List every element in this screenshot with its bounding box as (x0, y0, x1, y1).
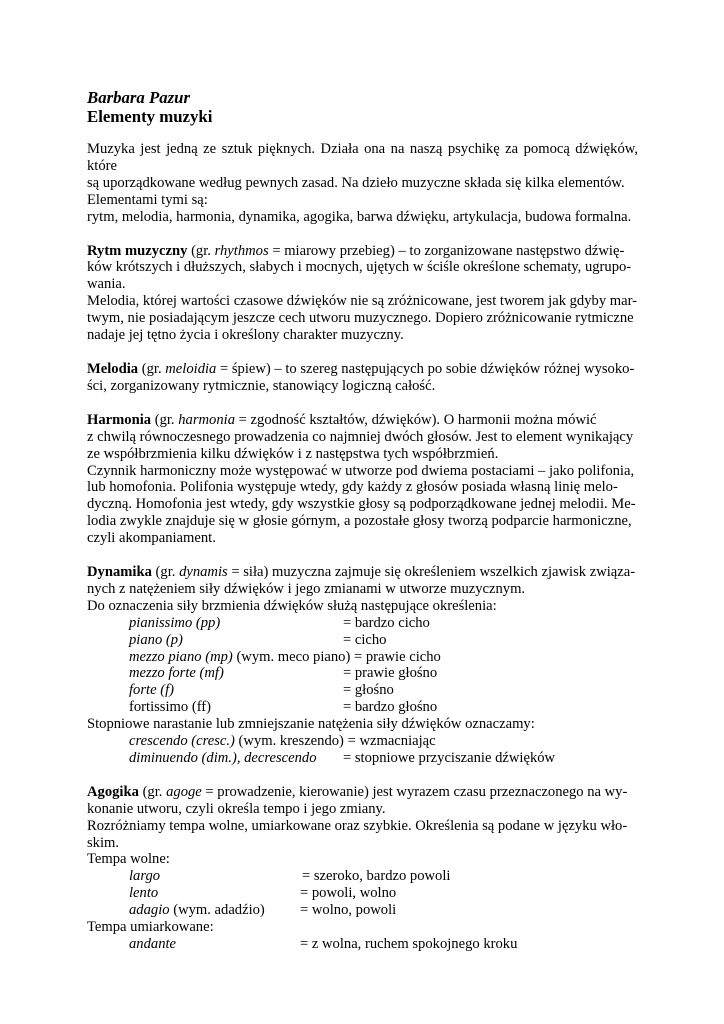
agogika-line: Rozróżniamy tempa wolne, umiarkowane oraz szybkie. Określenia są podane w języku wło- (87, 817, 628, 834)
dynamic-term-row (87, 699, 638, 716)
greek-meloidia: meloidia (165, 360, 217, 377)
document-title: Elementy muzyki (87, 107, 213, 126)
harmonia-line: Czynnik harmoniczny może występować w utworze pod dwiema postaciami – jako polifonia, (87, 462, 635, 479)
dynamic-term-row (87, 649, 638, 666)
dynamic-definition: = prawie głośno (343, 665, 438, 682)
dynamika-line: nych z natężeniem siły dźwięków i jego zmianami w utworze muzycznym. (87, 580, 526, 597)
harmonia-line: lodia zwykle znajduje się w głosie górnym, a pozostałe głosy tworzą podparcie harmoniczne, (87, 513, 632, 530)
dynamic-term: piano (p) (129, 631, 183, 648)
tempo-term: largo (129, 868, 161, 885)
term-rytm: Rytm muzyczny (87, 242, 188, 259)
section-harmonia (87, 412, 638, 547)
term-agogika: Agogika (87, 783, 139, 800)
intro-paragraph (87, 141, 638, 226)
dynamic-definition: = prawie cicho (353, 648, 441, 665)
document-body (87, 88, 638, 953)
pronunciation-note: (wym. adadźio) (173, 902, 265, 919)
tempo-definition: = powoli, wolno (300, 885, 397, 902)
tempo-term: lento (129, 885, 159, 902)
tempo-definition: = z wolna, ruchem spokojnego kroku (300, 935, 518, 952)
term-harmonia: Harmonia (87, 411, 152, 428)
agogika-line: konanie utworu, czyli określa tempo i jego zmiany. (87, 800, 386, 817)
dynamic-change-term: diminuendo (dim.), decrescendo (129, 749, 317, 766)
tempo-slow-label: Tempa wolne: (87, 851, 170, 868)
harmonia-line: ze współbrzmienia kilku dźwięków i z następstwa tych współbrzmień. (87, 445, 499, 462)
tempo-moderate-label: Tempa umiarkowane: (87, 918, 214, 935)
rytm-line: nadaje jej tętno życia i określony charakter muzyczny. (87, 327, 404, 344)
tempo-term: andante (129, 935, 177, 952)
dynamika-line: Stopniowe narastanie lub zmniejszanie natężenia siły dźwięków oznaczamy: (87, 716, 535, 733)
dynamic-term: fortissimo (ff) (129, 699, 212, 716)
intro-line: są uporządkowane według pewnych zasad. Na dzieło muzyczne składa się kilka elementów. (87, 174, 625, 191)
tempo-row (87, 902, 638, 919)
greek-harmonia: harmonia (178, 411, 236, 428)
agogika-line: skim. (87, 834, 120, 851)
melodia-line: Melodia (gr. meloidia = śpiew) – to szereg następujących po sobie dźwięków różnej wysoko- (87, 360, 635, 377)
tempo-row (87, 885, 638, 902)
harmonia-line: lub homofonia. Polifonia występuje wtedy, gdy każdy z głosów posiada własną linię melo- (87, 479, 618, 496)
dynamic-definition: = bardzo cicho (343, 614, 430, 631)
greek-rhythmos: rhythmos (214, 242, 269, 259)
pronunciation-note: (wym. kreszendo) (238, 733, 344, 749)
harmonia-line: czyli akompaniament. (87, 530, 216, 547)
rytm-line: Melodia, której wartości czasowe dźwięków nie są zróżnicowane, jest tworem jak gdyby mar- (87, 293, 638, 310)
section-dynamika (87, 564, 638, 767)
tempo-row (87, 868, 638, 885)
greek-agoge: agoge (166, 783, 202, 800)
author-name: Barbara Pazur (87, 88, 191, 107)
term-melodia: Melodia (87, 360, 139, 377)
tempo-row (87, 936, 638, 953)
dynamic-term-row (87, 632, 638, 649)
harmonia-line: z chwilą równoczesnego prowadzenia co najmniej dwóch głosów. Jest to element wynikający (87, 428, 634, 445)
dynamic-term: pianissimo (pp) (129, 614, 221, 631)
pronunciation-note: (wym. meco piano) (236, 648, 351, 665)
dynamika-line: Dynamika (gr. dynamis = siła) muzyczna zajmuje się określeniem wszelkich zjawisk związa- (87, 564, 636, 581)
section-rytm (87, 243, 638, 344)
greek-dynamis: dynamis (179, 564, 228, 581)
rytm-line: wania. (87, 276, 126, 293)
dynamika-line: Do oznaczenia siły brzmienia dźwięków służą następujące określenia: (87, 597, 497, 614)
dynamic-change-term: crescendo (cresc.) (129, 733, 235, 749)
dynamic-change-definition: = stopniowe przyciszanie dźwięków (343, 749, 556, 766)
melodia-line: ści, zorganizowany rytmicznie, stanowiący logiczną całość. (87, 377, 436, 394)
dynamic-term: forte (f) (129, 682, 174, 699)
section-agogika (87, 784, 638, 953)
intro-line: Muzyka jest jedną ze sztuk pięknych. Działa ona na naszą psychikę za pomocą dźwięków, które (87, 141, 638, 174)
dynamic-change-row (87, 750, 638, 767)
section-melodia (87, 361, 638, 395)
rytm-line: Rytm muzyczny (gr. rhythmos = miarowy przebieg) – to zorganizowane następstwo dźwię- (87, 242, 625, 259)
dynamic-term: mezzo forte (mf) (129, 665, 224, 682)
agogika-line: Agogika (gr. agoge = prowadzenie, kierowanie) jest wyrazem czasu przeznaczonego na wy- (87, 783, 628, 800)
harmonia-line: dyczną. Homofonia jest wtedy, gdy wszystkie głosy są podporządkowane jednej melodii. Me- (87, 496, 636, 513)
tempo-definition: = szeroko, bardzo powoli (302, 868, 451, 885)
dynamic-definition: = głośno (343, 682, 394, 699)
tempo-definition: = wolno, powoli (300, 902, 397, 919)
rytm-line: ków krótszych i dłuższych, słabych i mocnych, ujętych w ściśle określone schematy, ugrupo- (87, 259, 632, 276)
dynamic-term-row (87, 665, 638, 682)
term-dynamika: Dynamika (87, 564, 152, 581)
dynamic-change-definition: = wzmacniając (347, 733, 436, 749)
harmonia-line: Harmonia (gr. harmonia = zgodność kształtów, dźwięków). O harmonii można mówić (87, 411, 597, 428)
dynamic-change-row (87, 733, 638, 750)
dynamic-term-row (87, 682, 638, 699)
dynamic-term-row (87, 615, 638, 632)
intro-line: rytm, melodia, harmonia, dynamika, agogika, barwa dźwięku, artykulacja, budowa formalna. (87, 208, 632, 225)
dynamic-definition: = bardzo głośno (343, 699, 438, 716)
intro-line: Elementami tymi są: (87, 191, 208, 208)
dynamic-term: mezzo piano (mp) (129, 648, 233, 665)
rytm-line: twym, nie posiadającym jeszcze cech utworu muzycznego. Dopiero zróżnicowanie rytmiczne (87, 310, 634, 327)
tempo-term: adagio (129, 902, 170, 919)
dynamic-definition: = cicho (343, 631, 387, 648)
